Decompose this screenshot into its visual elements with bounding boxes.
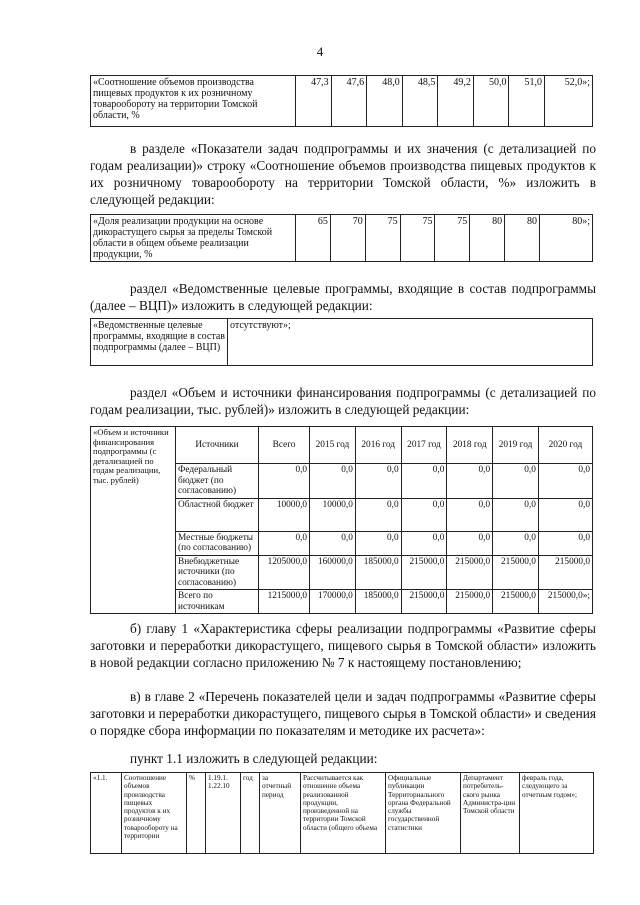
value-cell: 185000,0: [355, 555, 401, 590]
paragraph-2: раздел «Ведомственные целевые программы, входящие в состав подпрограммы (далее – ВЦП)» изложить в следующей редакции:: [90, 281, 596, 313]
value-cell: 75: [400, 215, 435, 262]
value-cell: 215000,0: [401, 590, 447, 614]
indicator-label: «Доля реализации продукции на основе дикорастущего сырья за пределы Томской области в общем объеме реализации продукции, %: [91, 215, 296, 262]
paragraph-3: раздел «Объем и источники финансирования подпрограммы (с детализацией по годам реализации, тыс. рублей)» изложить в следующей редакции:: [90, 385, 596, 417]
column-header: 2019 год: [493, 427, 539, 464]
column-header: 2017 год: [401, 427, 447, 464]
column-header: 2016 год: [355, 427, 401, 464]
value-cell: 215000,0: [493, 590, 539, 614]
reporting-period-cell: за отчетный период: [260, 773, 301, 854]
paragraph-1: в разделе «Показатели задач подпрограммы и их значения (с детализацией по годам реализации)» строку «Соотношение объемов производства пищевых продуктов к их розничному товарообороту на территории Томской области, %» изложить в следующей редакции:: [90, 141, 596, 207]
column-header: Источники: [176, 427, 259, 464]
value-cell: 0,0: [259, 531, 310, 555]
vcp-table: [90, 318, 593, 366]
table-row: [91, 215, 593, 262]
paragraph-6: пункт 1.1 изложить в следующей редакции:: [130, 751, 378, 766]
value-cell: 10000,0: [259, 498, 310, 531]
value-cell: 215000,0»;: [538, 590, 592, 614]
value-cell: 215000,0: [447, 555, 493, 590]
value-cell: 48,5: [402, 76, 438, 127]
value-cell: 0,0: [538, 464, 592, 499]
value-cell: 10000,0: [310, 498, 356, 531]
value-cell: 170000,0: [310, 590, 356, 614]
financing-table: [90, 426, 593, 614]
value-cell: 215000,0: [493, 555, 539, 590]
value-cell: 0,0: [355, 464, 401, 499]
indicator-label: «Соотношение объемов производства пищевых продуктов к их розничному товарообороту на территории Томской области, %: [91, 76, 296, 127]
value-cell: 47,6: [331, 76, 367, 127]
value-cell: 80: [505, 215, 540, 262]
deadline-cell: февраль года, следующего за отчетным годом»;: [520, 773, 594, 854]
value-cell: 0,0: [355, 498, 401, 531]
column-header: 2018 год: [447, 427, 493, 464]
value-cell: 0,0: [447, 498, 493, 531]
value-cell: 0,0: [355, 531, 401, 555]
source-label: Местные бюджеты (по согласованию): [176, 531, 259, 555]
value-cell: 65: [296, 215, 331, 262]
period-cell: год: [241, 773, 260, 854]
value-cell: 0,0: [538, 498, 592, 531]
value-cell: 0,0: [447, 464, 493, 499]
value-cell: 80»;: [540, 215, 593, 262]
value-cell: 48,0: [367, 76, 403, 127]
source-label: Внебюджетные источники (по согласованию): [176, 555, 259, 590]
value-cell: 0,0: [259, 464, 310, 499]
value-cell: 0,0: [401, 464, 447, 499]
table-row: [91, 773, 594, 854]
source-cell: Официальные публикации Территориального органа Федеральной службы государственной статистики: [386, 773, 461, 854]
table-row: [91, 319, 593, 366]
value-cell: 47,3: [296, 76, 332, 127]
paragraph-5: в) в главе 2 «Перечень показателей цели и задач подпрограммы «Развитие сферы заготовки и переработки дикорастущего, пищевого сырья в Томской области» и сведения о порядке сбора информации по показателям и методике их расчета»:: [90, 689, 596, 738]
value-cell: 70: [330, 215, 365, 262]
code-cell: 1.19.1. 1.22.10: [206, 773, 241, 854]
value-cell: 0,0: [310, 464, 356, 499]
value-cell: 0,0: [538, 531, 592, 555]
value-cell: 0,0: [493, 531, 539, 555]
value-cell: 0,0: [401, 498, 447, 531]
method-cell: Рассчитывается как отношение объема реализованной продукции, произведенной на территории Томской области (общего объема: [301, 773, 386, 854]
value-cell: 49,2: [438, 76, 474, 127]
column-header: 2015 год: [310, 427, 356, 464]
value-cell: 0,0: [493, 464, 539, 499]
value-cell: 51,0: [509, 76, 545, 127]
indicator-method-table: [90, 772, 594, 854]
page-number: 4: [316, 44, 324, 59]
column-header: Всего: [259, 427, 310, 464]
source-label: Федеральный бюджет (по согласованию): [176, 464, 259, 499]
value-cell: 0,0: [447, 531, 493, 555]
indicator-table-2: [90, 214, 593, 262]
value-cell: 75: [435, 215, 470, 262]
vcp-label: «Ведомственные целевые программы, входящие в состав подпрограммы (далее – ВЦП): [91, 319, 228, 366]
unit-cell: %: [187, 773, 206, 854]
value-cell: 75: [365, 215, 400, 262]
value-cell: 50,0: [473, 76, 509, 127]
table-row: [91, 427, 593, 464]
indicator-name: Соотношение объемов производства пищевых продуктов к их розничному товарообороту на территории: [122, 773, 187, 854]
value-cell: 215000,0: [401, 555, 447, 590]
paragraph-4: б) главу 1 «Характеристика сферы реализации подпрограммы «Развитие сферы заготовки и переработки дикорастущего, пищевого сырья в Томской области» изложить в новой редакции согласно приложению № 7 к настоящему постановлению;: [90, 621, 596, 670]
indicator-table-1: [90, 75, 593, 127]
column-header: 2020 год: [538, 427, 592, 464]
item-number: «1.1.: [91, 773, 122, 854]
value-cell: 0,0: [493, 498, 539, 531]
value-cell: 215000,0: [447, 590, 493, 614]
vcp-value: отсутствуют»;: [228, 319, 593, 366]
financing-label: «Объем и источники финансирования подпрограммы (с детализацией по годам реализации, тыс. рублей): [91, 427, 176, 614]
source-label: Всего по источникам: [176, 590, 259, 614]
value-cell: 215000,0: [538, 555, 592, 590]
value-cell: 185000,0: [355, 590, 401, 614]
table-row: [91, 76, 593, 127]
value-cell: 1215000,0: [259, 590, 310, 614]
source-label: Областной бюджет: [176, 498, 259, 531]
value-cell: 1205000,0: [259, 555, 310, 590]
responsible-cell: Департамент потребитель-ского рынка Администра-ции Томской области: [461, 773, 520, 854]
value-cell: 80: [470, 215, 505, 262]
value-cell: 160000,0: [310, 555, 356, 590]
value-cell: 52,0»;: [545, 76, 593, 127]
value-cell: 0,0: [310, 531, 356, 555]
value-cell: 0,0: [401, 531, 447, 555]
